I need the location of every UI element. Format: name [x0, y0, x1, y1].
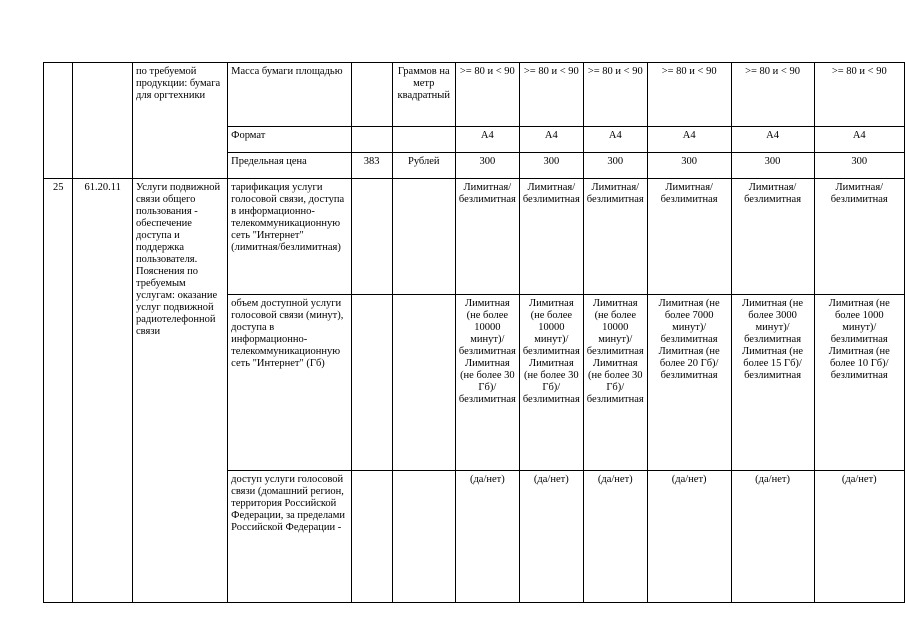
requirement-cell: >= 80 и < 90	[583, 63, 647, 127]
requirement-cell: 300	[731, 153, 814, 179]
value-cell	[351, 471, 392, 603]
requirement-cell: A4	[731, 127, 814, 153]
unit-cell	[392, 295, 455, 471]
requirement-cell: 300	[583, 153, 647, 179]
characteristic-cell: Масса бумаги площадью	[228, 63, 351, 127]
value-cell	[351, 127, 392, 153]
requirements-table	[43, 62, 905, 603]
value-cell: 383	[351, 153, 392, 179]
requirement-cell: A4	[647, 127, 731, 153]
row-number-cell	[44, 63, 73, 179]
requirement-cell: A4	[455, 127, 519, 153]
requirement-cell: Лимитная (не более 7000 минут)/безлимитная Лимитная (не более 20 Гб)/безлимитная	[647, 295, 731, 471]
requirement-cell: 300	[647, 153, 731, 179]
table-row	[44, 63, 905, 127]
requirement-cell: (да/нет)	[814, 471, 904, 603]
characteristic-cell: доступ услуги голосовой связи (домашний регион, территория Российской Федерации, за пределами Российской Федерации -	[228, 471, 351, 603]
requirement-cell: (да/нет)	[647, 471, 731, 603]
unit-cell	[392, 471, 455, 603]
requirement-cell: >= 80 и < 90	[814, 63, 904, 127]
requirement-cell: (да/нет)	[455, 471, 519, 603]
requirement-cell: >= 80 и < 90	[455, 63, 519, 127]
characteristic-cell: Формат	[228, 127, 351, 153]
requirement-cell: 300	[519, 153, 583, 179]
requirement-cell: Лимитная (не более 10000 минут)/безлимитная Лимитная (не более 30 Гб)/безлимитная	[583, 295, 647, 471]
product-name-cell: по требуемой продукции: бумага для оргтехники	[133, 63, 228, 179]
requirement-cell: Лимитная/безлимитная	[647, 179, 731, 295]
characteristic-cell: тарификация услуги голосовой связи, доступа в информационно-телекоммуникационную сеть "Интернет" (лимитная/безлимитная)	[228, 179, 351, 295]
requirement-cell: 300	[455, 153, 519, 179]
requirement-cell: (да/нет)	[519, 471, 583, 603]
characteristic-cell: Предельная цена	[228, 153, 351, 179]
row-number-cell: 25	[44, 179, 73, 603]
requirement-cell: >= 80 и < 90	[731, 63, 814, 127]
unit-cell	[392, 179, 455, 295]
table-row	[44, 179, 905, 295]
code-cell	[73, 63, 133, 179]
requirement-cell: (да/нет)	[731, 471, 814, 603]
value-cell	[351, 63, 392, 127]
value-cell	[351, 295, 392, 471]
unit-cell	[392, 127, 455, 153]
requirement-cell: A4	[583, 127, 647, 153]
requirement-cell: Лимитная/безлимитная	[731, 179, 814, 295]
characteristic-cell: объем доступной услуги голосовой связи (минут), доступа в информационно-телекоммуникационную сеть "Интернет" (Гб)	[228, 295, 351, 471]
requirement-cell: Лимитная/безлимитная	[583, 179, 647, 295]
requirement-cell: Лимитная (не более 1000 минут)/безлимитная Лимитная (не более 10 Гб)/безлимитная	[814, 295, 904, 471]
requirement-cell: (да/нет)	[583, 471, 647, 603]
unit-cell: Граммов на метр квадратный	[392, 63, 455, 127]
requirement-cell: A4	[814, 127, 904, 153]
requirement-cell: Лимитная (не более 10000 минут)/безлимитная Лимитная (не более 30 Гб)/безлимитная	[519, 295, 583, 471]
code-cell: 61.20.11	[73, 179, 133, 603]
requirement-cell: A4	[519, 127, 583, 153]
requirement-cell: Лимитная/безлимитная	[519, 179, 583, 295]
requirement-cell: Лимитная (не более 10000 минут)/безлимитная Лимитная (не более 30 Гб)/безлимитная	[455, 295, 519, 471]
requirement-cell: 300	[814, 153, 904, 179]
requirement-cell: Лимитная/безлимитная	[814, 179, 904, 295]
service-name-cell: Услуги подвижной связи общего пользования - обеспечение доступа и поддержка пользователя. Пояснения по требуемым услугам: оказание услуг подвижной радиотелефонной связи	[133, 179, 228, 603]
requirement-cell: >= 80 и < 90	[647, 63, 731, 127]
unit-cell: Рублей	[392, 153, 455, 179]
requirement-cell: Лимитная (не более 3000 минут)/безлимитная Лимитная (не более 15 Гб)/безлимитная	[731, 295, 814, 471]
value-cell	[351, 179, 392, 295]
requirement-cell: >= 80 и < 90	[519, 63, 583, 127]
requirement-cell: Лимитная/безлимитная	[455, 179, 519, 295]
